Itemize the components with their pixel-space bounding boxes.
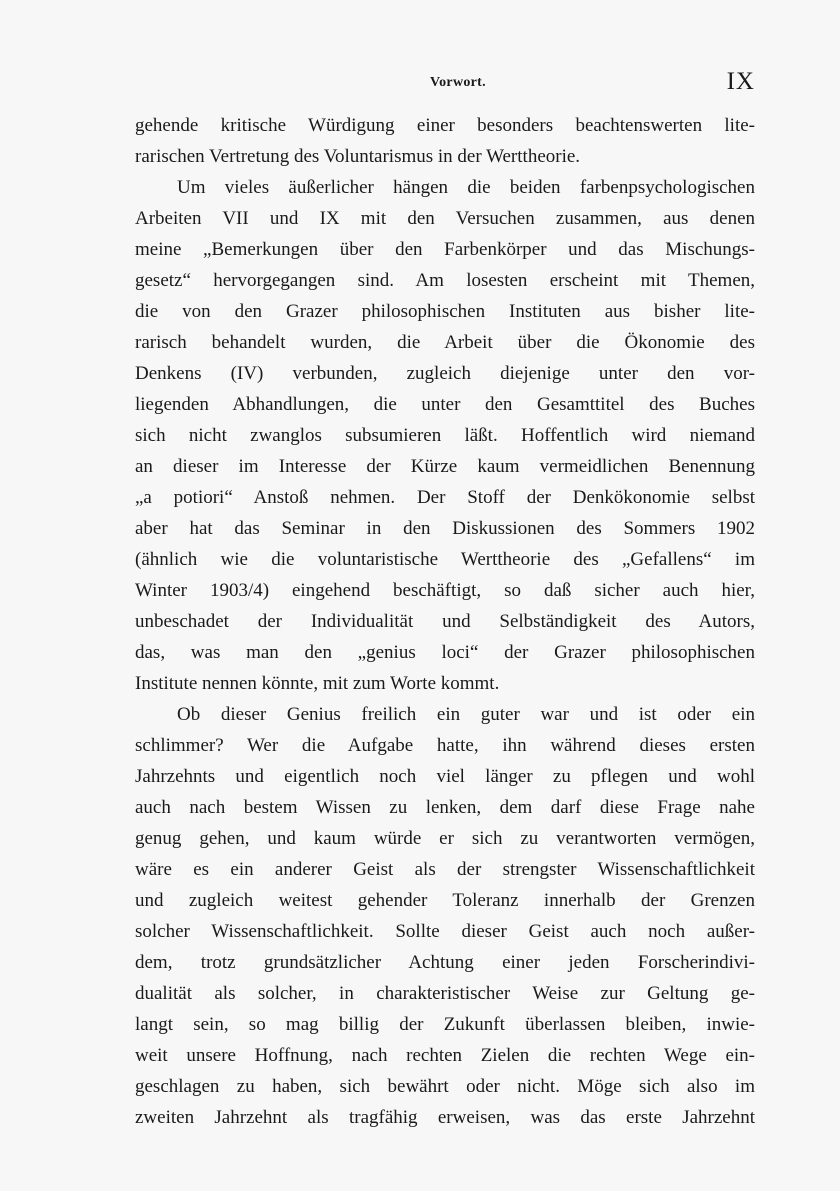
body-text: [135, 110, 755, 1133]
text-line: geschlagen zu haben, sich bewährt oder nicht. Möge sich also im: [135, 1076, 755, 1097]
text-line: zweiten Jahrzehnt als tragfähig erweisen, was das erste Jahrzehnt: [135, 1107, 755, 1128]
text-line: rarisch behandelt wurden, die Arbeit über die Ökonomie des: [135, 332, 755, 353]
text-line: dualität als solcher, in charakteristischer Weise zur Geltung ge-: [135, 983, 755, 1004]
text-line: auch nach bestem Wissen zu lenken, dem darf diese Frage nahe: [135, 797, 755, 818]
text-line: an dieser im Interesse der Kürze kaum vermeidlichen Benennung: [135, 456, 755, 477]
text-line: rarischen Vertretung des Voluntarismus in der Werttheorie.: [135, 146, 581, 167]
page-header: [135, 68, 755, 98]
text-line: weit unsere Hoffnung, nach rechten Zielen die rechten Wege ein-: [135, 1045, 755, 1066]
text-line: das, was man den „genius loci“ der Grazer philosophischen: [135, 642, 755, 663]
text-line: gesetz“ hervorgegangen sind. Am losesten erscheint mit Themen,: [135, 270, 755, 291]
text-line: und zugleich weitest gehender Toleranz innerhalb der Grenzen: [135, 890, 755, 911]
text-line: schlimmer? Wer die Aufgabe hatte, ihn während dieses ersten: [135, 735, 755, 756]
text-line: langt sein, so mag billig der Zukunft überlassen bleiben, inwie-: [135, 1014, 755, 1035]
text-line: dem, trotz grundsätzlicher Achtung einer jeden Forscherindivi-: [135, 952, 755, 973]
text-line: die von den Grazer philosophischen Instituten aus bisher lite-: [135, 301, 755, 322]
text-line: aber hat das Seminar in den Diskussionen des Sommers 1902: [135, 518, 755, 539]
text-line: Arbeiten VII und IX mit den Versuchen zusammen, aus denen: [135, 208, 755, 229]
text-line: Jahrzehnts und eigentlich noch viel länger zu pflegen und wohl: [135, 766, 755, 787]
text-line: wäre es ein anderer Geist als der strengster Wissenschaftlichkeit: [135, 859, 755, 880]
text-line: meine „Bemerkungen über den Farbenkörper und das Mischungs-: [135, 239, 755, 260]
text-line: Denkens (IV) verbunden, zugleich diejenige unter den vor-: [135, 363, 755, 384]
page-number: IX: [726, 68, 755, 95]
text-line: (ähnlich wie die voluntaristische Werttheorie des „Gefallens“ im: [135, 549, 755, 570]
text-line: Um vieles äußerlicher hängen die beiden farbenpsychologischen: [177, 177, 755, 198]
text-line: genug gehen, und kaum würde er sich zu verantworten vermögen,: [135, 828, 755, 849]
text-line: Ob dieser Genius freilich ein guter war und ist oder ein: [177, 704, 755, 725]
text-line: liegenden Abhandlungen, die unter den Gesamttitel des Buches: [135, 394, 755, 415]
text-line: Winter 1903/4) eingehend beschäftigt, so daß sicher auch hier,: [135, 580, 755, 601]
running-head: Vorwort.: [430, 75, 486, 90]
text-line: solcher Wissenschaftlichkeit. Sollte dieser Geist auch noch außer-: [135, 921, 755, 942]
text-line: unbeschadet der Individualität und Selbständigkeit des Autors,: [135, 611, 755, 632]
text-line: „a potiori“ Anstoß nehmen. Der Stoff der Denkökonomie selbst: [135, 487, 755, 508]
text-line: sich nicht zwanglos subsumieren läßt. Hoffentlich wird niemand: [135, 425, 755, 446]
text-line: gehende kritische Würdigung einer besonders beachtenswerten lite-: [135, 115, 755, 136]
text-line: Institute nennen könnte, mit zum Worte kommt.: [135, 673, 500, 694]
